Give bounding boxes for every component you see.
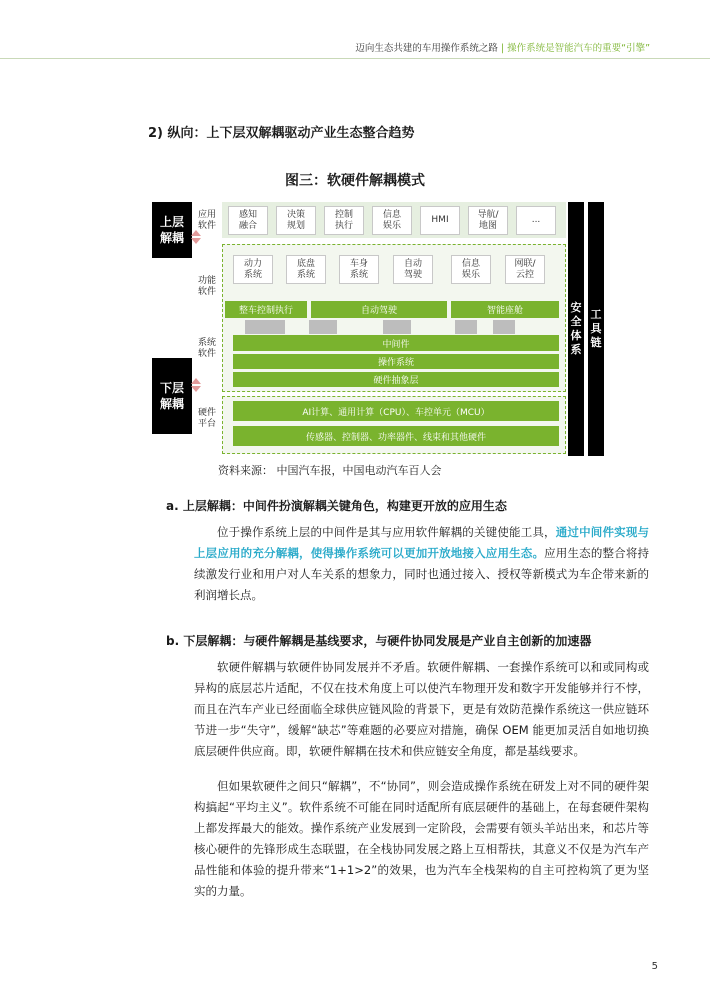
func-box: 底盘 系统 bbox=[286, 255, 326, 284]
header-subtitle: 操作系统是智能汽车的重要“引擎” bbox=[507, 43, 650, 54]
page-number: 5 bbox=[651, 961, 658, 972]
subsection-a-title: a. 上层解耦：中间件扮演解耦关键角色，构建更开放的应用生态 bbox=[166, 499, 507, 513]
up-arrow-icon bbox=[191, 378, 201, 384]
sys-bar-middleware: 中间件 bbox=[233, 335, 559, 351]
hw-bar-compute: AI计算、通用计算（CPU）、车控单元（MCU） bbox=[233, 401, 559, 421]
func-box: 车身 系统 bbox=[339, 255, 379, 284]
sys-bar-operating-system: 操作系统 bbox=[233, 354, 559, 369]
section-title: 2) 纵向：上下层双解耦驱动产业生态整合趋势 bbox=[148, 126, 415, 141]
label-system-software: 系统 软件 bbox=[197, 338, 216, 359]
figure-source: 资料来源： 中国汽车报，中国电动汽车百人会 bbox=[218, 464, 442, 477]
connector-bar bbox=[245, 320, 285, 334]
label-function-software: 功能 软件 bbox=[197, 276, 216, 297]
label-app-software: 应用 软件 bbox=[197, 210, 216, 231]
decoupling-diagram bbox=[152, 198, 606, 460]
lower-decoupling-block: 下层 解耦 bbox=[152, 358, 192, 434]
app-box: 感知 融合 bbox=[228, 206, 268, 235]
connector-bar bbox=[493, 320, 515, 334]
para-text: 位于操作系统上层的中间件是其与应用软件解耦的关键使能工具， bbox=[217, 525, 556, 539]
app-box: 决策 规划 bbox=[276, 206, 316, 235]
para-text: 应用生态的整合将持续激发行业和用户对人车关系的想象力，同时也通过接入、授权等新模式为车企带来新的利润增长点。 bbox=[194, 546, 650, 602]
label-hardware-platform: 硬件 平台 bbox=[197, 408, 216, 429]
func-box: 网联/ 云控 bbox=[505, 255, 545, 284]
app-layer bbox=[222, 202, 566, 238]
subsection-a-paragraph bbox=[194, 522, 649, 606]
func-bar-vehicle-control: 整车控制执行 bbox=[225, 301, 307, 318]
running-header bbox=[355, 40, 650, 54]
header-divider bbox=[0, 58, 710, 59]
para-highlight: 通过中间件实现与上层应用的充分解耦，使得操作系统可以更加开放地接入应用生态。 bbox=[194, 525, 649, 560]
func-bar-smart-cockpit: 智能座舱 bbox=[451, 301, 559, 318]
subsection-b-paragraph-1: 软硬件解耦与软硬件协同发展并不矛盾。软硬件解耦、一套操作系统可以和或同构或异构的底层芯片适配，不仅在技术角度上可以使汽车物理开发和数字开发能够并行不悖，而且在汽车产业已经面临全球供应链风险的背景下，更是有效防范操作系统这一供应链环节进一步“失守”，缓解“缺芯”等难题的必要应对措施，确保 OEM 能更加灵活自如地切换底层硬件供应商。即，软硬件解耦在技术和供应链安全角度，都是基线要求。 bbox=[194, 660, 649, 758]
func-box: 动力 系统 bbox=[233, 255, 273, 284]
hw-bar-hardware: 传感器、控制器、功率器件、线束和其他硬件 bbox=[233, 426, 559, 446]
func-box: 信息 娱乐 bbox=[451, 255, 491, 284]
hardware-layer bbox=[222, 396, 566, 454]
subsection-b-title: b. 下层解耦：与硬件解耦是基线要求，与硬件协同发展是产业自主创新的加速器 bbox=[166, 634, 592, 648]
down-arrow-icon bbox=[191, 238, 201, 244]
subsection-b-paragraph-2: 但如果软硬件之间只“解耦”，不“协同”，则会造成操作系统在研发上对不同的硬件架构搞起“平均主义”。软件系统不可能在同时适配所有底层硬件的基础上，在每套硬件架构上都发挥最大的能效。操作系统产业发展到一定阶段，会需要有领头羊站出来，和芯片等核心硬件的先锋形成生态联盟，在全栈协同发展之路上互相帮扶，其意义不仅是为汽车产品性能和体验的提升带来“1+1>2”的效果，也为汽车全栈架构的自主可控构筑了更为坚实的力量。 bbox=[194, 779, 649, 898]
connector-bar bbox=[383, 320, 411, 334]
app-box: HMI bbox=[420, 206, 460, 235]
func-box: 自动 驾驶 bbox=[393, 255, 433, 284]
safety-system-bar: 安全 体系 bbox=[568, 202, 584, 456]
figure-title: 图三：软硬件解耦模式 bbox=[285, 173, 425, 189]
app-box: 控制 执行 bbox=[324, 206, 364, 235]
sys-bar-hal: 硬件抽象层 bbox=[233, 372, 559, 387]
software-layer bbox=[222, 244, 566, 392]
func-bar-autonomous-driving: 自动驾驶 bbox=[311, 301, 447, 318]
app-box: ... bbox=[516, 206, 556, 235]
down-arrow-icon bbox=[191, 386, 201, 392]
upper-decoupling-block: 上层 解耦 bbox=[152, 202, 192, 258]
app-box: 信息 娱乐 bbox=[372, 206, 412, 235]
connector-bar bbox=[455, 320, 477, 334]
header-separator: | bbox=[497, 43, 508, 54]
toolchain-bar: 工 具 链 bbox=[588, 202, 604, 456]
app-box: 导航/ 地图 bbox=[468, 206, 508, 235]
header-title: 迈向生态共建的车用操作系统之路 bbox=[355, 43, 498, 54]
connector-bar bbox=[309, 320, 337, 334]
